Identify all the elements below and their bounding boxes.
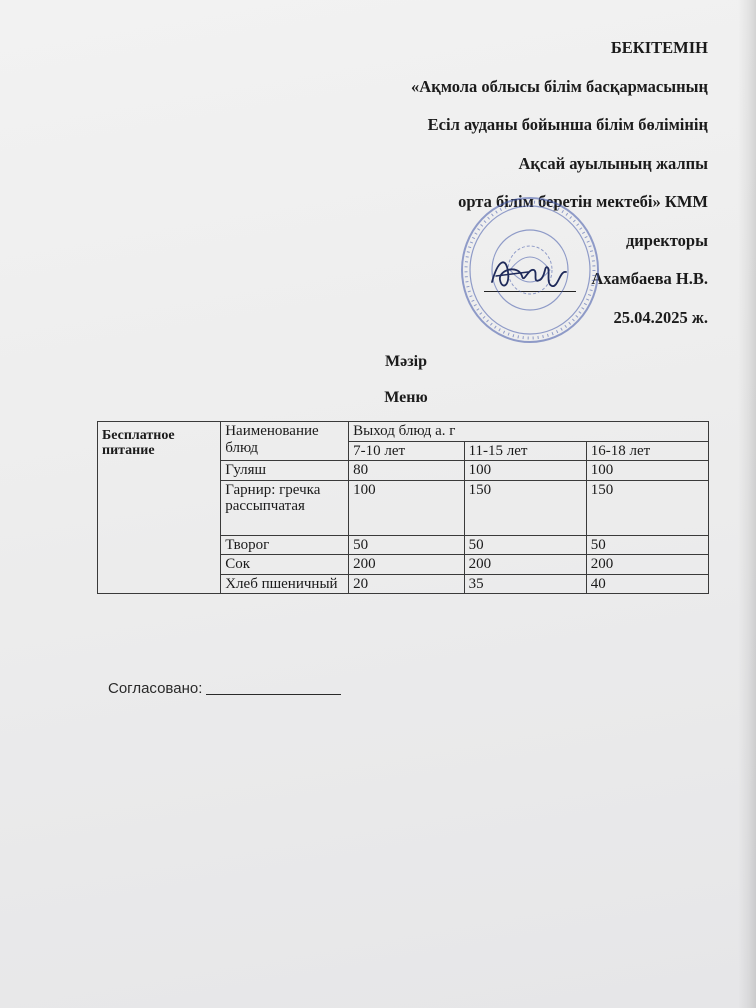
approve-line-3: Ақсай ауылының жалпы — [518, 153, 708, 173]
age-group-3: 16-18 лет — [586, 441, 708, 461]
portion-7-10: 80 — [349, 461, 464, 481]
portion-7-10: 50 — [349, 535, 464, 555]
portion-11-15: 100 — [464, 461, 586, 481]
paper-edge-shadow — [738, 0, 756, 1008]
dish-name: Гарнир: гречка рассыпчатая — [221, 480, 349, 535]
dish-name: Хлеб пшеничный — [221, 574, 349, 594]
portion-11-15: 200 — [464, 555, 586, 575]
approve-line-2: Есіл ауданы бойынша білім бөлімінің — [427, 115, 708, 134]
portion-16-18: 150 — [586, 480, 708, 535]
approve-line-1: «Ақмола облысы білім басқармасының — [411, 76, 708, 96]
agreed-line — [108, 680, 341, 697]
portion-16-18: 100 — [586, 461, 708, 481]
dish-name-header: Наименование блюд — [221, 422, 349, 461]
agreed-label: Согласовано: — [108, 680, 203, 697]
title-kazakh: Мәзір — [385, 353, 427, 370]
menu-table — [97, 421, 709, 594]
portion-16-18: 200 — [586, 555, 708, 575]
portion-11-15: 150 — [464, 480, 586, 535]
dish-name: Гуляш — [221, 461, 349, 481]
approve-line-4: орта білім беретін мектебі» КММ — [458, 192, 708, 211]
dish-name: Сок — [221, 555, 349, 575]
portion-7-10: 20 — [349, 574, 464, 594]
director-name: Ахамбаева Н.В. — [591, 269, 708, 288]
age-group-2: 11-15 лет — [464, 441, 586, 461]
table-header-row — [98, 422, 709, 442]
age-group-1: 7-10 лет — [349, 441, 464, 461]
portion-11-15: 35 — [464, 574, 586, 594]
portion-16-18: 40 — [586, 574, 708, 594]
portion-16-18: 50 — [586, 535, 708, 555]
dish-name: Творог — [221, 535, 349, 555]
output-header: Выход блюд а. г — [349, 422, 709, 442]
approve-title: БЕКІТЕМІН — [610, 38, 708, 57]
portion-7-10: 100 — [349, 480, 464, 535]
category-cell: Бесплатное питание — [98, 422, 221, 594]
agreed-blank-line — [206, 694, 341, 695]
handwritten-signature-icon — [488, 250, 574, 298]
portion-11-15: 50 — [464, 535, 586, 555]
approval-date: 25.04.2025 ж. — [613, 307, 708, 327]
approve-line-5: директоры — [625, 230, 708, 250]
portion-7-10: 200 — [349, 555, 464, 575]
title-russian: Меню — [384, 389, 428, 406]
